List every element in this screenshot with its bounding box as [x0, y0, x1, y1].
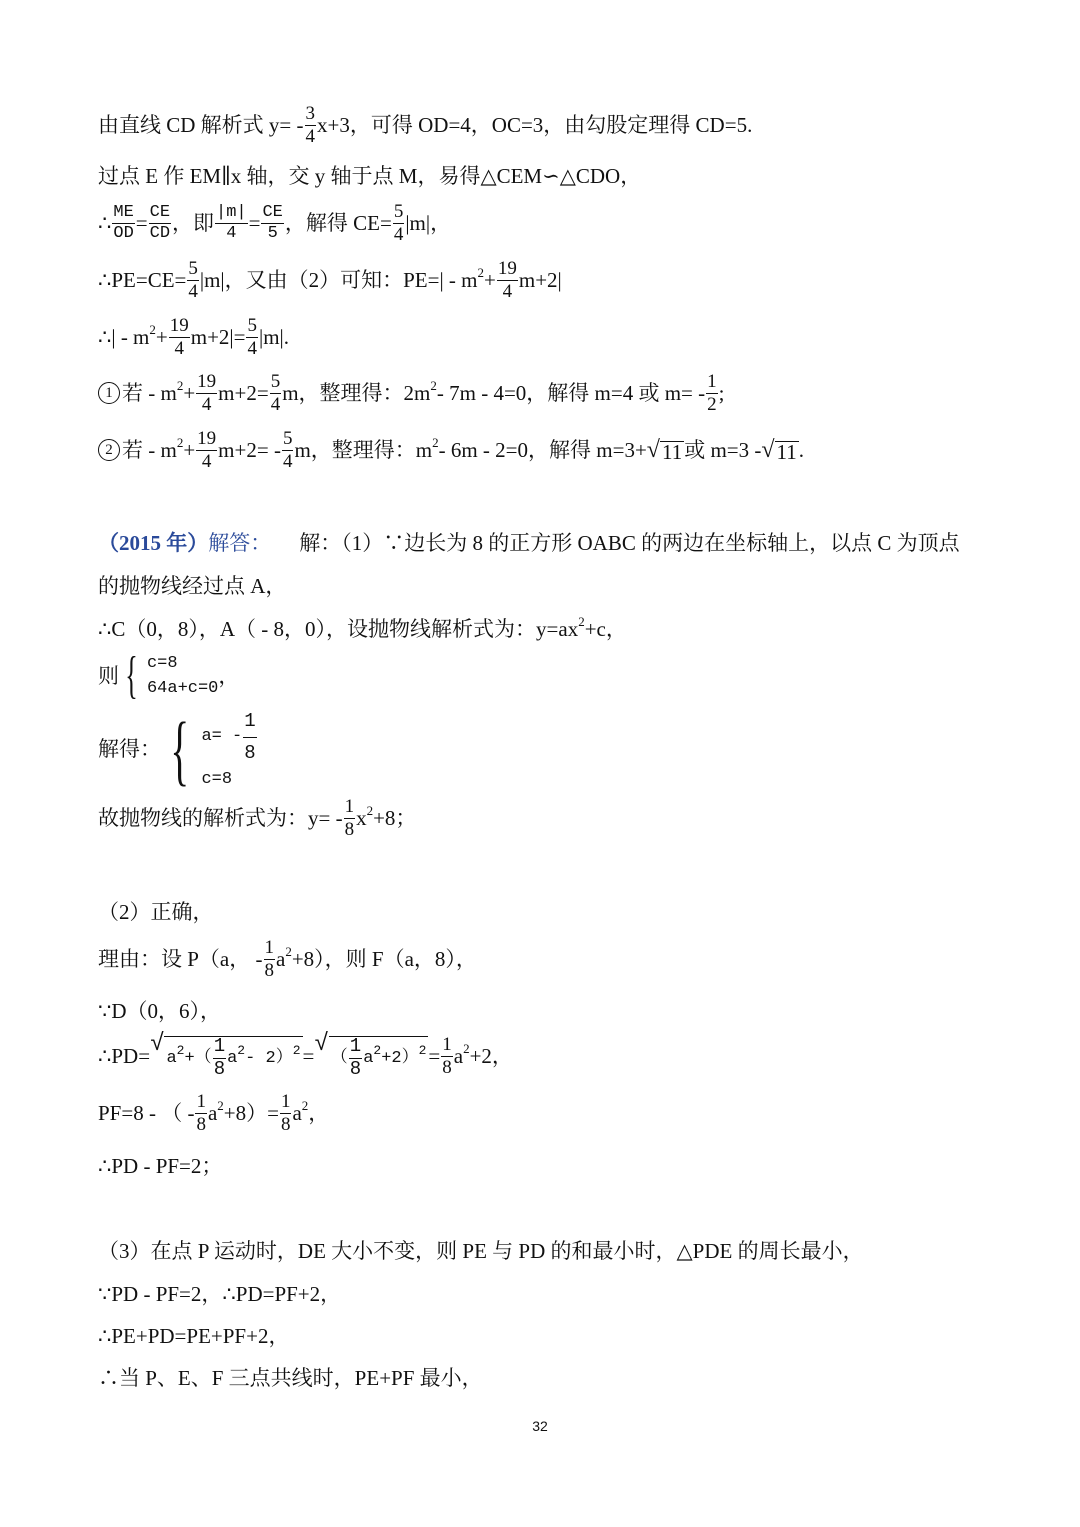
text-line: ∵PD - PF=2，∴PD=PF+2， — [98, 1282, 342, 1306]
fraction: $\frac{1}{8}$ — [243, 707, 256, 767]
text-line: 理由：设 P（a， - $\frac{1}{8}$ a 2 +8），则 F（a，8）， — [98, 937, 477, 981]
text-line: 2 若 - m 2 + $\frac{19}{4}$ m+2= - $\frac{5}{4}$ m，整理得：m 2 - 6m - 2=0，解得 m=3+ √ 11 或 m=3 - √ 11 . — [98, 429, 804, 472]
fraction: $\frac{1}{8}$ — [264, 937, 274, 981]
fraction: $\frac{1}{8}$ — [442, 1034, 452, 1078]
answer-label: 解答： — [208, 531, 272, 555]
fraction: $\frac{5}{4}$ — [393, 201, 404, 245]
square-root: √ 11 — [761, 436, 797, 464]
fraction: $\frac{1}{8}$ — [344, 796, 355, 840]
text-line: 过点 E 作 EM∥x 轴，交 y 轴于点 M，易得△CEM∽△CDO， — [98, 164, 642, 188]
fraction: $\frac{1}{8}$ — [280, 1091, 291, 1135]
fraction: $\frac{3}{4}$ — [305, 103, 316, 147]
equation-system: { c=8 64a+c=0 — [125, 647, 219, 704]
text-line: 1 若 - m 2 + $\frac{19}{4}$ m+2= $\frac{5}{4}$ m，整理得：2m 2 - 7m - 4=0，解得 m=4 或 m= - $\frac{1}{2}$ ; — [98, 372, 724, 415]
circled-number: 2 — [98, 439, 120, 461]
text-line: （2）正确， — [98, 900, 214, 924]
text-line: ∴当 P、E、F 三点共线时，PE+PF 最小， — [98, 1366, 483, 1390]
circled-number: 1 — [98, 382, 120, 404]
text-line: 由直线 CD 解析式 y= - $\frac{3}{4}$ x+3，可得 OD=4，OC=3，由勾股定理得 CD=5. — [98, 103, 753, 147]
year-label: （2015 年） — [98, 531, 209, 555]
fraction: $\frac{5}{4}$ — [188, 258, 198, 302]
text-line: ∴PE=CE= $\frac{5}{4}$ |m|，又由（2）可知：PE=| - m 2 + $\frac{19}{4}$ m+2| — [98, 258, 562, 302]
text-line: 则 { c=8 64a+c=0 ， — [98, 647, 240, 704]
fraction: $\frac{5}{4}$ — [270, 371, 281, 415]
text-line: ∴C（0，8），A（ - 8，0），设抛物线解析式为：y=ax 2 +c， — [98, 614, 627, 641]
fraction: $\frac{CE}{5}$ — [262, 203, 283, 243]
fraction: $\frac{19}{4}$ — [497, 258, 517, 302]
text-line: ∴| - m 2 + $\frac{19}{4}$ m+2|= $\frac{5}{4}$ |m|. — [98, 315, 289, 359]
fraction: $\frac{1}{2}$ — [707, 371, 717, 415]
fraction: $\frac{CE}{CD}$ — [149, 203, 171, 243]
text-line: 的抛物线经过点 A， — [98, 574, 287, 598]
fraction: $\frac{19}{4}$ — [169, 315, 189, 359]
fraction: $\frac{5}{4}$ — [282, 428, 293, 472]
fraction: $\frac{19}{4}$ — [197, 371, 217, 415]
text-line: ∴PD - PF=2； — [98, 1154, 223, 1178]
text-line: ∴PE+PD=PE+PF+2， — [98, 1324, 290, 1348]
square-root: √ a 2 +（ $\frac{1}{8}$ a 2 - 2） 2 — [150, 1031, 301, 1080]
fraction: $\frac{|m|}{4}$ — [216, 203, 247, 243]
fraction: $\frac{1}{8}$ — [213, 1035, 226, 1080]
fraction: $\frac{1}{8}$ — [349, 1035, 362, 1080]
square-root: √ （ $\frac{1}{8}$ a 2 +2） 2 — [314, 1031, 427, 1080]
fraction: $\frac{19}{4}$ — [197, 428, 217, 472]
text-line: （3）在点 P 运动时，DE 大小不变，则 PE 与 PD 的和最小时，△PDE 的周长最小， — [98, 1239, 864, 1263]
page-number: 32 — [532, 1418, 548, 1434]
square-root: √ 11 — [646, 436, 683, 464]
text-line: 故抛物线的解析式为：y= - $\frac{1}{8}$ x 2 +8； — [98, 796, 417, 840]
text-line: ∵D（0，6）， — [98, 999, 222, 1023]
text-line: ∴PD= √ a 2 +（ $\frac{1}{8}$ a 2 - 2） 2 = √ （ $\frac{1}{8}$ a 2 +2） 2 = $\frac{1}{8}$ a 2 +2， — [98, 1031, 513, 1080]
text-line: 解得： { a= - $\frac{1}{8}$ c=8 — [98, 705, 256, 793]
text-line: ∴ $\frac{ME}{OD}$ = $\frac{CE}{CD}$ ，即 $\frac{|m|}{4}$ = $\frac{CE}{5}$ ，解得 CE= $\frac{5}{4}$ |m|， — [98, 201, 452, 245]
equation-system: { a= - $\frac{1}{8}$ c=8 — [170, 705, 256, 793]
fraction: $\frac{1}{8}$ — [196, 1091, 206, 1135]
text-line: PF=8 - （ - $\frac{1}{8}$ a 2 +8）= $\frac{1}{8}$ a 2 ， — [98, 1091, 330, 1135]
fraction: $\frac{5}{4}$ — [247, 315, 257, 359]
text-line: （2015 年） 解答： 解：（1）∵边长为 8 的正方形 OABC 的两边在坐标轴上，以点 C 为顶点 — [98, 531, 960, 555]
fraction: $\frac{ME}{OD}$ — [113, 203, 134, 243]
